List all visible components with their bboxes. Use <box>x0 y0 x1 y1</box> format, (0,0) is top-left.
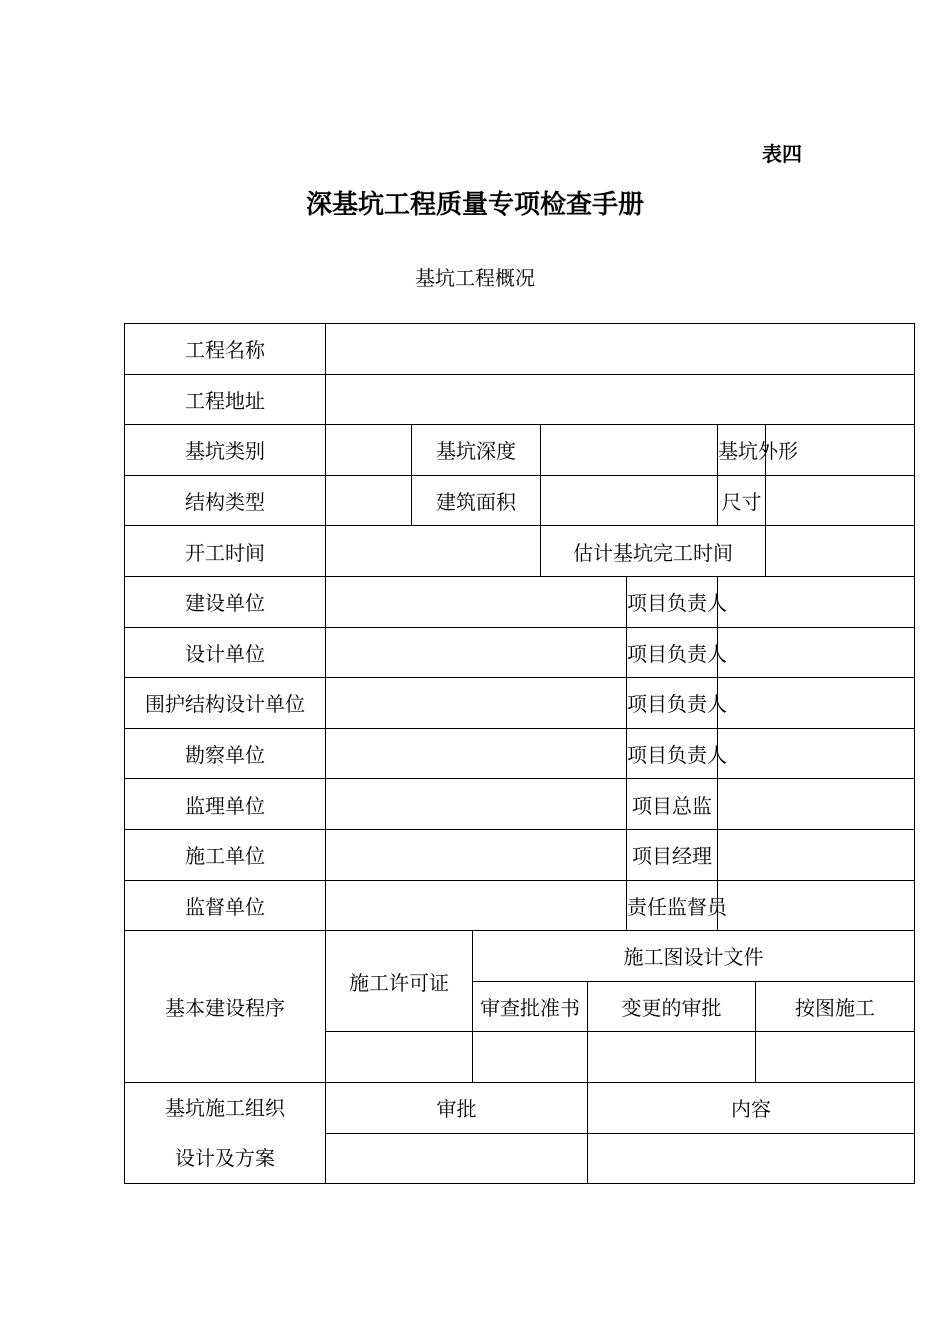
unit-role-field[interactable] <box>718 880 915 931</box>
table-row <box>125 880 915 931</box>
table-row <box>125 678 915 729</box>
unit-label: 勘察单位 <box>125 728 326 779</box>
approval-label: 审批 <box>326 1082 588 1133</box>
project-overview-table <box>124 323 915 1184</box>
start-time-field[interactable] <box>326 526 541 577</box>
unit-label: 监督单位 <box>125 880 326 931</box>
table-row <box>125 475 915 526</box>
start-time-label: 开工时间 <box>125 526 326 577</box>
unit-role-label: 项目负责人 <box>627 678 718 729</box>
build-per-drawing-label: 按图施工 <box>756 981 915 1032</box>
building-area-field[interactable] <box>541 475 718 526</box>
unit-role-label: 责任监督员 <box>627 880 718 931</box>
organization-label <box>125 1082 326 1183</box>
organization-label-line2: 设计及方案 <box>175 1146 275 1170</box>
section-subtitle: 基坑工程概况 <box>415 266 535 290</box>
unit-label: 监理单位 <box>125 779 326 830</box>
pit-depth-field[interactable] <box>541 425 718 476</box>
table-row <box>125 1082 915 1133</box>
table-number: 表四 <box>762 142 802 166</box>
table-row <box>125 324 915 375</box>
unit-role-label: 项目负责人 <box>627 728 718 779</box>
unit-field[interactable] <box>326 627 627 678</box>
table-row <box>125 728 915 779</box>
build-per-drawing-field[interactable] <box>756 1032 915 1083</box>
table-row <box>125 779 915 830</box>
pit-category-field[interactable] <box>326 425 412 476</box>
unit-field[interactable] <box>326 880 627 931</box>
unit-label: 建设单位 <box>125 576 326 627</box>
unit-role-label: 项目经理 <box>627 829 718 880</box>
permit-label: 施工许可证 <box>326 931 473 1032</box>
estimated-completion-field[interactable] <box>766 526 915 577</box>
project-name-field[interactable] <box>326 324 915 375</box>
unit-role-field[interactable] <box>718 678 915 729</box>
unit-role-field[interactable] <box>718 779 915 830</box>
structure-type-field[interactable] <box>326 475 412 526</box>
approval-field[interactable] <box>326 1133 588 1184</box>
project-address-label: 工程地址 <box>125 374 326 425</box>
pit-category-label: 基坑类别 <box>125 425 326 476</box>
estimated-completion-label: 估计基坑完工时间 <box>541 526 766 577</box>
table-row <box>125 627 915 678</box>
change-approval-field[interactable] <box>588 1032 756 1083</box>
permit-field[interactable] <box>326 1032 473 1083</box>
dimension-label: 尺寸 <box>718 475 766 526</box>
pit-shape-label: 基坑外形 <box>718 425 766 476</box>
structure-type-label: 结构类型 <box>125 475 326 526</box>
design-docs-label: 施工图设计文件 <box>473 931 915 982</box>
unit-field[interactable] <box>326 576 627 627</box>
unit-role-field[interactable] <box>718 829 915 880</box>
project-address-field[interactable] <box>326 374 915 425</box>
unit-label: 围护结构设计单位 <box>125 678 326 729</box>
building-area-label: 建筑面积 <box>412 475 541 526</box>
unit-role-field[interactable] <box>718 627 915 678</box>
table-row <box>125 374 915 425</box>
table-row <box>125 931 915 982</box>
review-approval-field[interactable] <box>473 1032 588 1083</box>
content-label: 内容 <box>588 1082 915 1133</box>
table-row <box>125 576 915 627</box>
procedure-label: 基本建设程序 <box>125 931 326 1083</box>
unit-field[interactable] <box>326 678 627 729</box>
unit-role-label: 项目负责人 <box>627 627 718 678</box>
unit-label: 设计单位 <box>125 627 326 678</box>
content-field[interactable] <box>588 1133 915 1184</box>
review-approval-label: 审查批准书 <box>473 981 588 1032</box>
organization-label-line1: 基坑施工组织 <box>165 1096 285 1120</box>
document-title: 深基坑工程质量专项检查手册 <box>305 190 644 220</box>
dimension-field[interactable] <box>766 475 915 526</box>
change-approval-label: 变更的审批 <box>588 981 756 1032</box>
unit-field[interactable] <box>326 779 627 830</box>
table-row <box>125 526 915 577</box>
table-row <box>125 425 915 476</box>
project-name-label: 工程名称 <box>125 324 326 375</box>
unit-role-label: 项目负责人 <box>627 576 718 627</box>
unit-role-field[interactable] <box>718 576 915 627</box>
unit-field[interactable] <box>326 728 627 779</box>
pit-depth-label: 基坑深度 <box>412 425 541 476</box>
unit-role-field[interactable] <box>718 728 915 779</box>
table-row <box>125 829 915 880</box>
unit-field[interactable] <box>326 829 627 880</box>
unit-label: 施工单位 <box>125 829 326 880</box>
unit-role-label: 项目总监 <box>627 779 718 830</box>
